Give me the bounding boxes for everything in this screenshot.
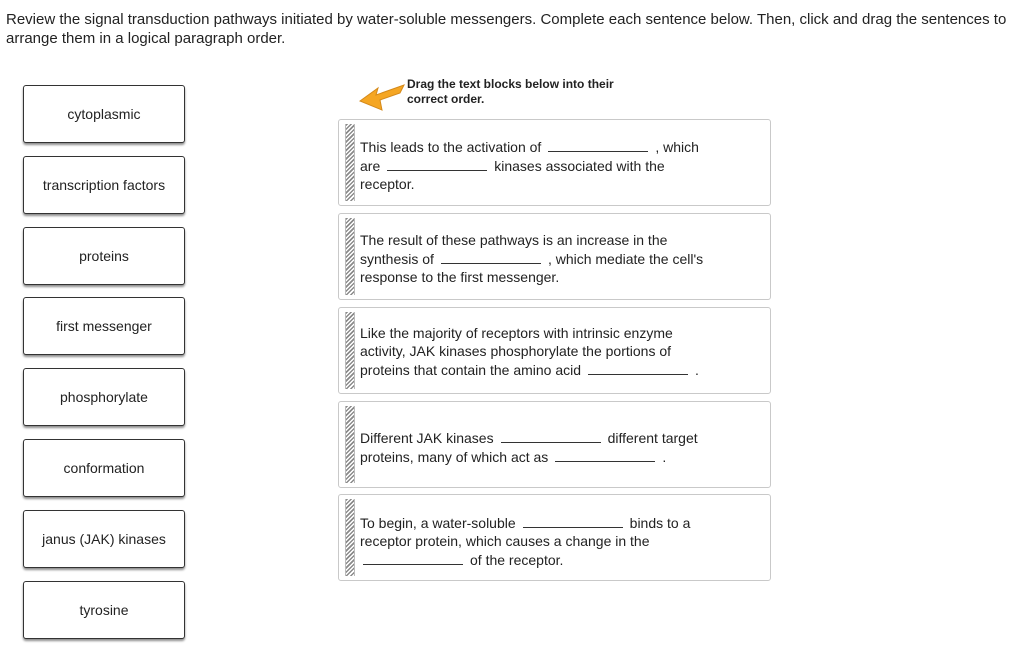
- sentence-fragment: , which: [655, 139, 699, 155]
- sentence-fragment: Like the majority of receptors with intrinsic enzyme: [360, 325, 673, 341]
- sentence-block-3[interactable]: [338, 307, 771, 394]
- sentence-fragment: .: [662, 449, 667, 465]
- word-tile-phosphorylate[interactable]: phosphorylate: [23, 368, 185, 426]
- sentence-text: [360, 137, 762, 193]
- sentence-text: [360, 324, 762, 379]
- sentence-block-1[interactable]: [338, 119, 771, 206]
- drag-handle-icon[interactable]: [345, 218, 355, 295]
- sentence-text: [360, 428, 762, 466]
- sentence-fragment: receptor protein, which causes a change in the: [360, 533, 650, 549]
- word-tile-conformation[interactable]: conformation: [23, 439, 185, 497]
- sentence-fragment: , which mediate the cell's: [547, 251, 704, 267]
- sentence-text: [360, 231, 762, 286]
- word-tile-janus-jak-kinases[interactable]: janus (JAK) kinases: [23, 510, 185, 568]
- blank-drop-zone[interactable]: [588, 360, 688, 375]
- blank-drop-zone[interactable]: [555, 447, 655, 462]
- sentence-block-5[interactable]: [338, 494, 771, 581]
- blank-drop-zone[interactable]: [548, 137, 648, 152]
- sentence-fragment: .: [695, 362, 699, 378]
- sentence-fragment: proteins that contain the amino acid: [360, 362, 582, 378]
- word-tile-first-messenger[interactable]: first messenger: [23, 297, 185, 355]
- arrow-pointer-icon: [358, 81, 406, 113]
- sentence-fragment: binds to a: [629, 515, 691, 531]
- sentence-fragment: response to the first messenger.: [360, 269, 560, 285]
- blank-drop-zone[interactable]: [523, 513, 623, 528]
- drag-handle-icon[interactable]: [345, 312, 355, 389]
- sentence-fragment: different target: [607, 430, 698, 446]
- word-tile-proteins[interactable]: proteins: [23, 227, 185, 285]
- sentence-fragment: are: [360, 158, 381, 174]
- blank-drop-zone[interactable]: [441, 249, 541, 264]
- drag-handle-icon[interactable]: [345, 499, 355, 576]
- sentence-fragment: receptor.: [360, 176, 415, 192]
- sentence-fragment: of the receptor.: [470, 552, 564, 568]
- instructions: Review the signal transduction pathways initiated by water-soluble messengers. Complete each sentence below. Then, click and drag the sentences to arrange them in a logical paragraph order.: [6, 11, 1007, 47]
- word-tile-cytoplasmic[interactable]: cytoplasmic: [23, 85, 185, 143]
- drag-handle-icon[interactable]: [345, 124, 355, 201]
- blank-drop-zone[interactable]: [387, 156, 487, 171]
- word-tile-transcription-factors[interactable]: transcription factors: [23, 156, 185, 214]
- blank-drop-zone[interactable]: [501, 428, 601, 443]
- sentence-block-4[interactable]: [338, 401, 771, 488]
- sentence-block-2[interactable]: [338, 213, 771, 300]
- sentence-fragment: activity, JAK kinases phosphorylate the portions of: [360, 343, 672, 359]
- sentence-text: [360, 513, 762, 569]
- word-tile-tyrosine[interactable]: tyrosine: [23, 581, 185, 639]
- sentence-fragment: This leads to the activation of: [360, 139, 542, 155]
- drag-handle-icon[interactable]: [345, 406, 355, 483]
- sentence-fragment: proteins, many of which act as: [360, 449, 549, 465]
- sentence-fragment: synthesis of: [360, 251, 434, 267]
- sentence-fragment: Different JAK kinases: [360, 430, 494, 446]
- blank-drop-zone[interactable]: [363, 550, 463, 565]
- sentence-fragment: The result of these pathways is an increase in the: [360, 232, 668, 248]
- sentence-fragment: To begin, a water-soluble: [360, 515, 516, 531]
- sentence-fragment: kinases associated with the: [494, 158, 665, 174]
- drag-hint: [358, 77, 638, 117]
- drag-hint-text: Drag the text blocks below into their correct order.: [407, 77, 614, 106]
